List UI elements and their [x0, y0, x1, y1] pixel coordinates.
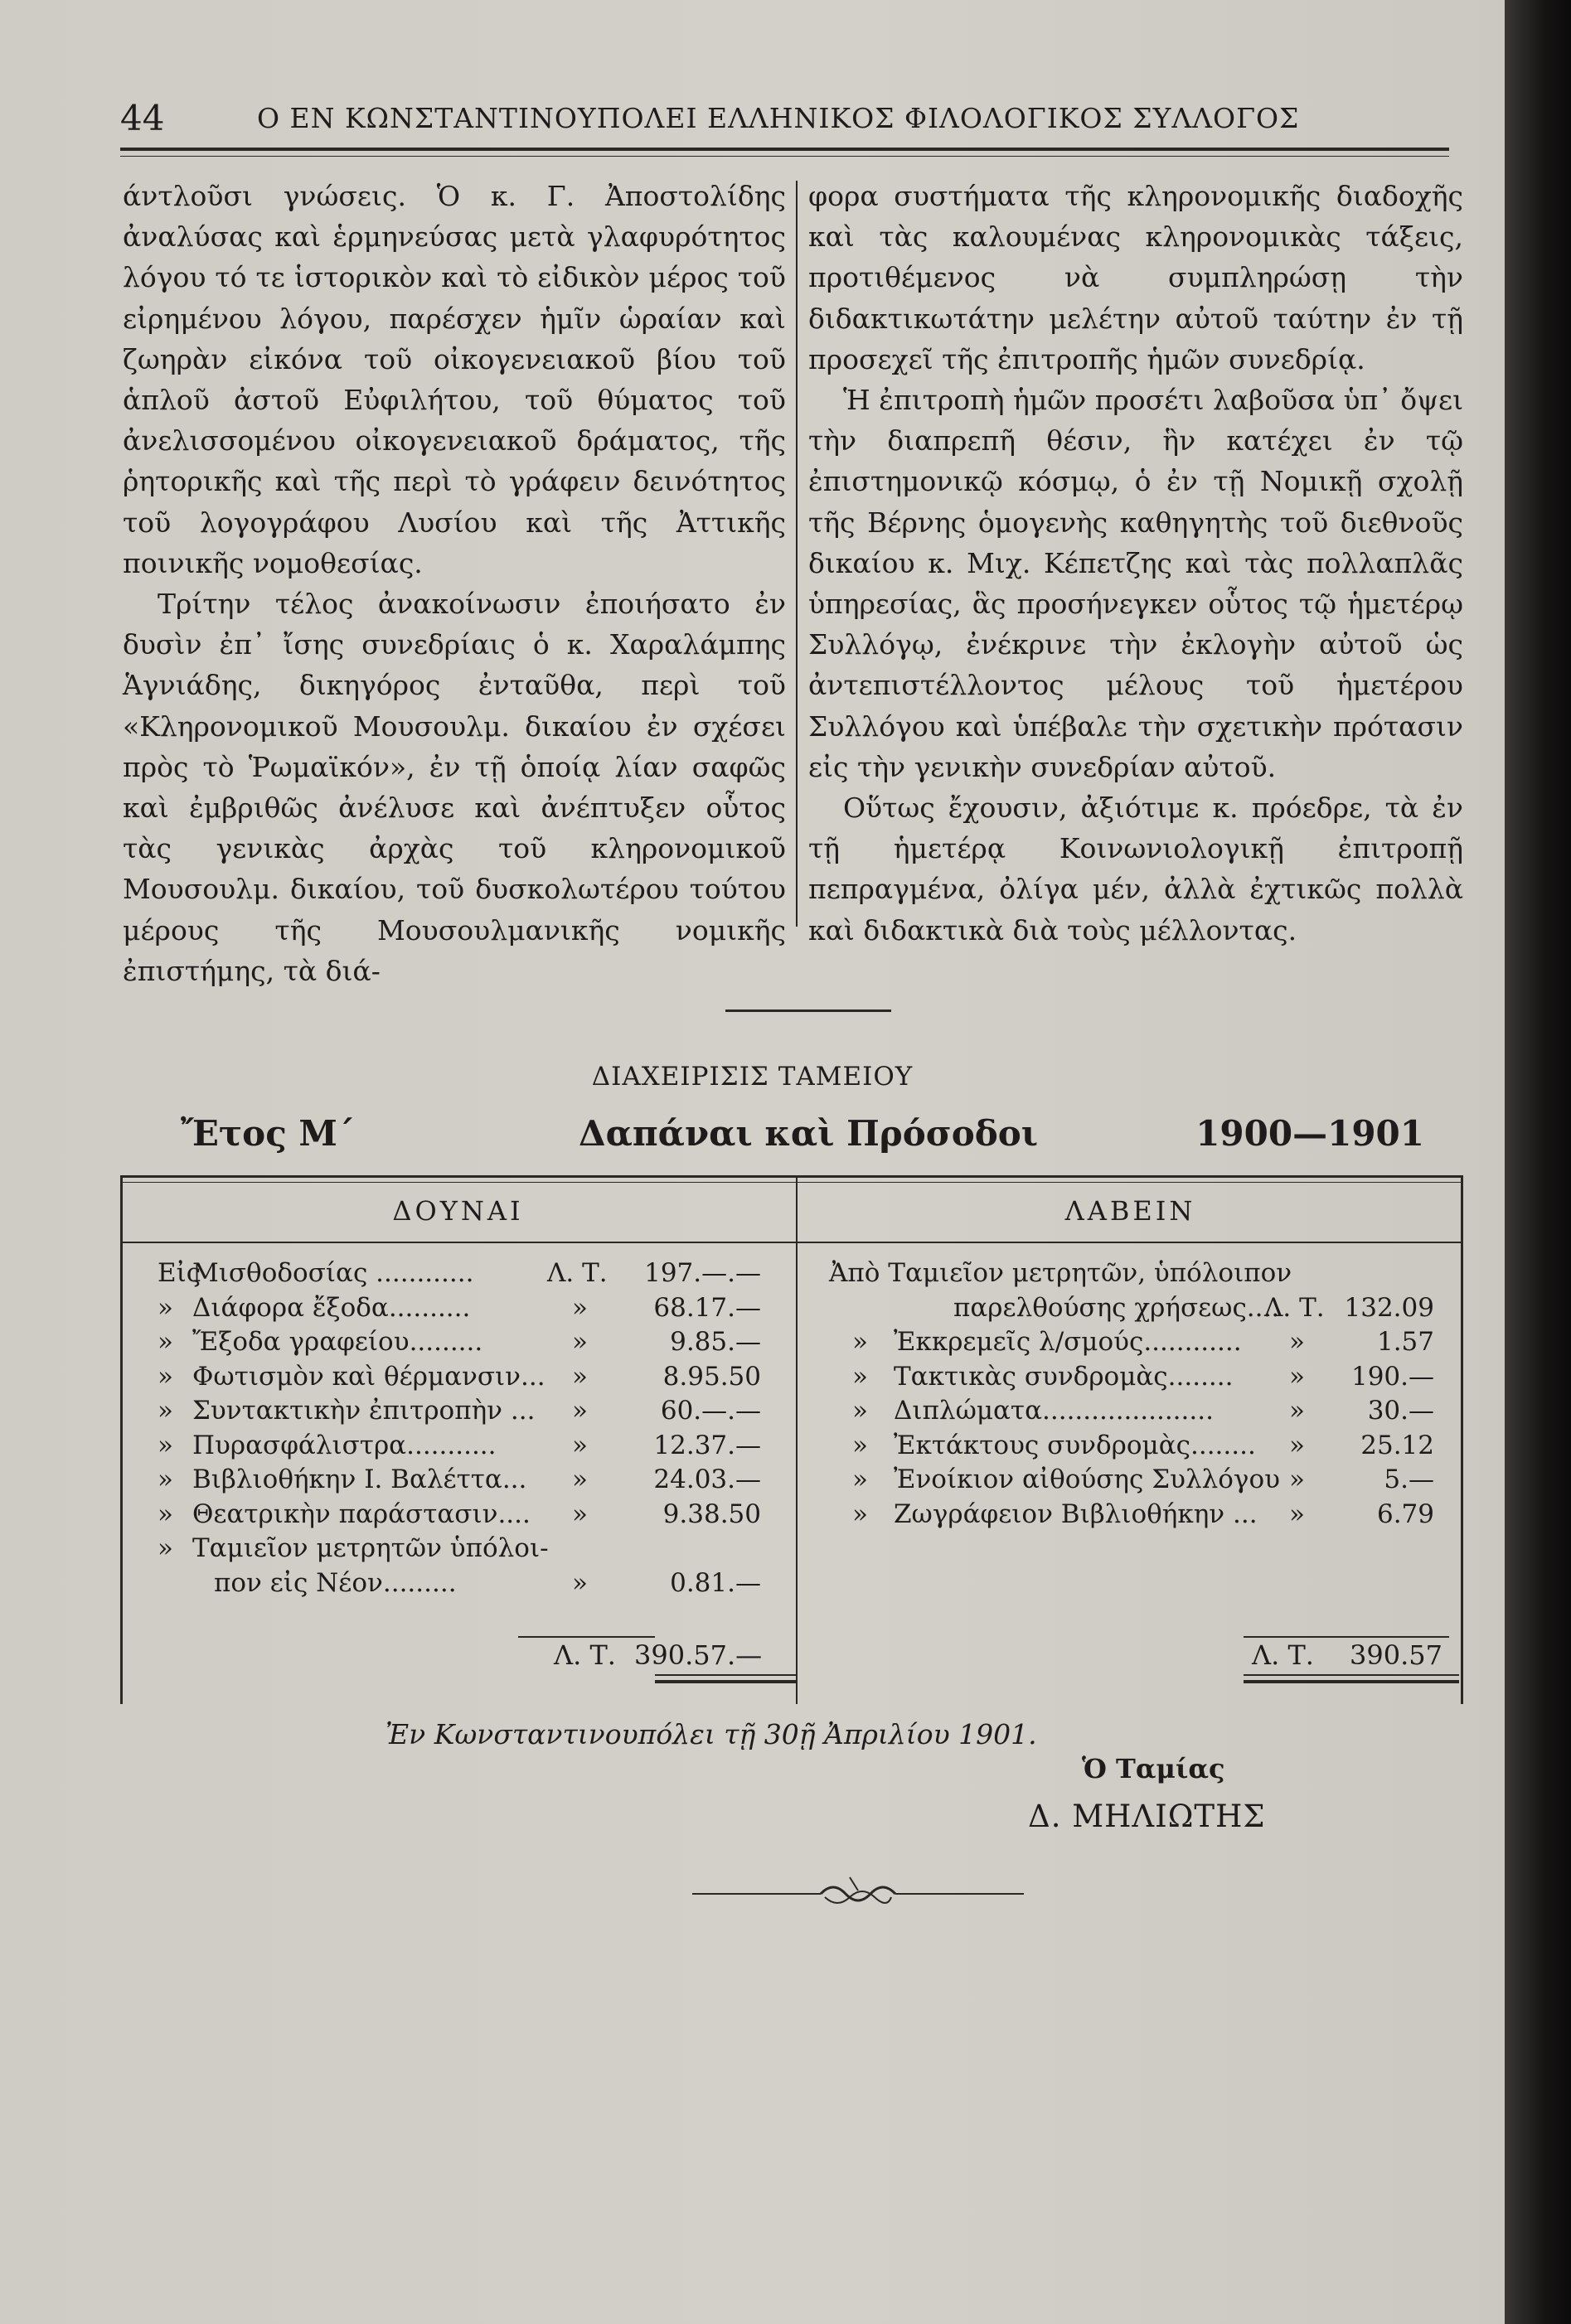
credit-row-currency: » [1289, 1465, 1305, 1494]
debit-row-prefix: » [158, 1361, 173, 1392]
debit-row-currency: » [572, 1498, 588, 1529]
debit-row-amount: 9.38.50 [662, 1498, 761, 1529]
left-paragraph-1: άντλοῦσι γνώσεις. Ὁ κ. Γ. Ἀποστολίδης ἀναλύσας καὶ ἑρμηνεύσας μετὰ γλαφυρότητος λόγου τό τε ἱστορικὸν καὶ τὸ εἰδικὸν μέρος τοῦ εἰρημένου λόγου, παρέσχεν ἡμῖν ὡραίαν καὶ ζωηρὰν εἰκόνα τοῦ οἰκογενειακοῦ βίου τοῦ ἁπλοῦ ἀστοῦ Εὐφιλήτου, τοῦ θύματος τοῦ ἀνελισσομένου οἰκογενειακοῦ δράματος, τῆς ῥητορικῆς καὶ τῆς περὶ τὸ γράφειν δεινότητος τοῦ λογογράφου Λυσίου καὶ τῆς Ἀττικῆς ποινικῆς νομοθεσίας. [123, 180, 786, 579]
credit-row [0, 1465, 1505, 1498]
credit-row [0, 1362, 1505, 1395]
ornament-icon [692, 1869, 1024, 1919]
credit-sum-rule [1244, 1636, 1449, 1638]
debit-row-amount: 60.—.— [660, 1396, 761, 1426]
debit-header: ΔΟΥΝΑΙ [392, 1195, 524, 1227]
accounts-subtitle: Δαπάναι καὶ Πρόσοδοι [579, 1113, 1039, 1154]
treasurer-name: Δ. ΜΗΛΙΩΤΗΣ [1028, 1799, 1266, 1834]
debit-row-description: Ἔξοδα γραφείου......... [192, 1327, 483, 1357]
credit-total-currency: Λ. Τ. [1252, 1639, 1314, 1671]
year-label: Ἔτος Μ΄ [181, 1113, 355, 1154]
running-head: Ο ΕΝ ΚΩΝΣΤΑΝΤΙΝΟΥΠΟΛΕΙ ΕΛΛΗΝΙΚΟΣ ΦΙΛΟΛΟΓΙΚΟΣ ΣΥΛΛΟΓΟΣ [257, 102, 1300, 134]
credit-row-description: Ἐκκρεμεῖς λ/σμούς............ [894, 1327, 1242, 1357]
debit-row-description: Ταμιεῖον μετρητῶν ὑπόλοι- [192, 1533, 549, 1563]
credit-total: 390.57 [1350, 1639, 1443, 1671]
credit-row [0, 1327, 1505, 1360]
debit-row-description: πον εἰς Νέον......... [214, 1567, 457, 1598]
debit-row-amount: 12.37.— [653, 1430, 761, 1460]
debit-row-currency: » [572, 1396, 588, 1426]
credit-row-amount: 5.— [1384, 1465, 1434, 1494]
debit-row-prefix: » [158, 1430, 173, 1460]
accounts-period: 1900—1901 [1195, 1113, 1424, 1154]
debit-row-currency: » [572, 1430, 588, 1460]
header-rule [120, 148, 1449, 151]
left-column [123, 176, 786, 991]
credit-header: ΛΑΒΕΙΝ [1064, 1195, 1196, 1227]
book-spine [1505, 0, 1571, 2324]
accounts-title: ΔΙΑΧΕΙΡΙΣΙΣ ΤΑΜΕΙΟΥ [591, 1062, 914, 1092]
header-rule-thin [120, 156, 1449, 157]
debit-row-currency: Λ. Τ. [547, 1258, 608, 1288]
debit-row-description: Πυρασφάλιστρα........... [192, 1430, 497, 1460]
credit-row-prefix: » [852, 1430, 868, 1460]
credit-row-description: Ἐνοίκιον αἰθούσης Συλλόγου [894, 1465, 1280, 1494]
treasurer-title: Ὁ Ταμίας [1082, 1753, 1225, 1784]
credit-row-currency: » [1289, 1430, 1305, 1460]
debit-row-description: Θεατρικὴν παράστασιν.... [192, 1498, 531, 1529]
debit-total-currency: Λ. Τ. [554, 1639, 616, 1671]
credit-row-amount: 30.— [1367, 1396, 1434, 1426]
credit-row-prefix: » [852, 1498, 868, 1529]
debit-row-description: Φωτισμὸν καὶ θέρμανσιν... [192, 1361, 545, 1392]
debit-row [0, 1533, 1505, 1566]
debit-row-prefix: » [158, 1465, 173, 1494]
credit-row-prefix: » [852, 1465, 868, 1494]
page-number: 44 [120, 98, 165, 138]
right-paragraph-3: Οὕτως ἔχουσιν, ἀξιότιμε κ. πρόεδρε, τὰ ἐν τῇ ἡμετέρᾳ Κοινωνιολογικῇ ἐπιτροπῇ πεπραγμένα, ὀλίγα μέν, ἀλλὰ ἐχτικῶς πολλὰ καὶ διδακτικὰ διὰ τοὺς μέλλοντας. [808, 792, 1463, 947]
debit-row-amount: 0.81.— [670, 1567, 761, 1598]
debit-row-currency: » [572, 1361, 588, 1392]
credit-row [0, 1431, 1505, 1464]
place-date: Ἐν Κωνσταντινουπόλει τῇ 30ῇ Ἀπριλίου 1901. [385, 1718, 1037, 1750]
debit-row-description: Διάφορα ἔξοδα.......... [192, 1292, 471, 1323]
credit-row-prefix: » [852, 1327, 868, 1357]
debit-row-currency: » [572, 1327, 588, 1357]
accounts-heading [181, 1113, 1424, 1155]
debit-row-prefix: Εἰς [158, 1258, 201, 1288]
page-header [120, 98, 1438, 139]
debit-row [0, 1568, 1505, 1601]
credit-row-amount: 132.09 [1344, 1292, 1434, 1323]
credit-row-description: Τακτικὰς συνδρομὰς........ [894, 1361, 1234, 1392]
debit-row-amount: 68.17.— [653, 1292, 761, 1323]
credit-row-currency: » [1289, 1327, 1305, 1357]
debit-row-amount: 24.03.— [653, 1465, 761, 1494]
debit-row-description: Μισθοδοσίας ............ [192, 1258, 474, 1288]
debit-row-prefix: » [158, 1327, 173, 1357]
debit-sum-rule [518, 1636, 655, 1638]
right-paragraph-2: Ἡ ἐπιτροπὴ ἡμῶν προσέτι λαβοῦσα ὑπ᾿ ὄψει τὴν διαπρεπῆ θέσιν, ἣν κατέχει ἐν τῷ ἐπιστημονικῷ κόσμῳ, ὁ ἐν τῇ Νομικῇ σχολῇ τῆς Βέρνης ὁμογενὴς καθηγητὴς τοῦ διεθνοῦς δικαίου κ. Μιχ. Κέπετζης καὶ τὰς πολλαπλᾶς ὑπηρεσίας, ἃς προσήνεγκεν οὗτος τῷ ἡμετέρῳ Συλλόγῳ, ἐνέκρινε τὴν ἐκλογὴν αὐτοῦ ὡς ἀντεπιστέλλοντος μέλους τοῦ ἡμετέρου Συλλόγου καὶ ὑπέβαλε τὴν σχετικὴν πρότασιν εἰς τὴν γενικὴν συνεδρίαν αὐτοῦ. [808, 384, 1464, 783]
debit-row-currency: » [572, 1567, 588, 1598]
credit-row-description: Διπλώματα..................... [894, 1396, 1214, 1426]
credit-row-amount: 25.12 [1360, 1430, 1434, 1460]
right-paragraph-1: φορα συστήματα τῆς κληρονομικῆς διαδοχῆς καὶ τὰς καλουμένας κληρονομικὰς τάξεις, προτιθέμενος νὰ συμπληρώσῃ τὴν διδακτικωτάτην μελέτην αὐτοῦ ταύτην ἐν τῇ προσεχεῖ τῆς ἐπιτροπῆς ἡμῶν συνεδρίᾳ. [808, 180, 1463, 375]
left-paragraph-2: Τρίτην τέλος ἀνακοίνωσιν ἐποιήσατο ἐν δυσὶν ἐπ᾿ ἴσης συνεδρίαις ὁ κ. Χαραλάμπης Ἁγνιάδης, δικηγόρος ἐνταῦθα, περὶ τοῦ «Κληρονομικοῦ Μουσουλμ. δικαίου ἐν σχέσει πρὸς τὸ Ῥωμαϊκόν», ἐν τῇ ὁποίᾳ λίαν σαφῶς καὶ ἐμβριθῶς ἀνέλυσε καὶ ἀνέπτυξεν οὗτος τὰς γενικὰς ἀρχὰς τοῦ κληρονομικοῦ Μουσουλμ. δικαίου, τοῦ δυσκολωτέρου τούτου μέρους τῆς Μουσουλμανικῆς νομικῆς ἐπιστήμης, τὰ διά- [123, 588, 786, 987]
credit-row-description: Ζωγράφειον Βιβλιοθήκην ... [894, 1498, 1258, 1529]
credit-row-currency: » [1289, 1396, 1305, 1426]
debit-row-amount: 8.95.50 [662, 1361, 761, 1392]
credit-row-description: Ἐκτάκτους συνδρομὰς........ [894, 1430, 1256, 1460]
credit-row-prefix: » [852, 1396, 868, 1426]
credit-row-prefix: » [852, 1361, 868, 1392]
debit-row-amount: 197.—.— [644, 1258, 761, 1288]
section-separator [725, 1009, 891, 1012]
credit-row-amount: 1.57 [1376, 1327, 1434, 1357]
debit-row-prefix: » [158, 1498, 173, 1529]
debit-row-description: Συντακτικὴν ἐπιτροπὴν ... [192, 1396, 536, 1426]
debit-row-currency: » [572, 1292, 588, 1323]
credit-row [0, 1293, 1505, 1326]
credit-row-currency: Λ. Τ. [1264, 1292, 1325, 1323]
debit-row-prefix: » [158, 1533, 173, 1563]
credit-row-description: Ἀπὸ Ταμιεῖον μετρητῶν, ὑπόλοιπον [829, 1258, 1292, 1288]
debit-row-currency: » [572, 1465, 588, 1494]
credit-row-amount: 6.79 [1376, 1498, 1434, 1529]
debit-row-amount: 9.85.— [670, 1327, 761, 1357]
right-column [808, 176, 1463, 951]
credit-row-currency: » [1289, 1498, 1305, 1529]
debit-row-prefix: » [158, 1396, 173, 1426]
credit-row [0, 1258, 1505, 1291]
credit-row [0, 1396, 1505, 1429]
credit-row-currency: » [1289, 1361, 1305, 1392]
credit-row-amount: 190.— [1350, 1361, 1434, 1392]
credit-row-description: παρελθούσης χρήσεως.... [953, 1292, 1280, 1323]
credit-row [0, 1499, 1505, 1532]
debit-row-description: Βιβλιοθήκην Ι. Βαλέττα... [192, 1465, 527, 1494]
debit-total: 390.57.— [634, 1639, 763, 1671]
column-divider [796, 181, 798, 927]
debit-row-prefix: » [158, 1292, 173, 1323]
